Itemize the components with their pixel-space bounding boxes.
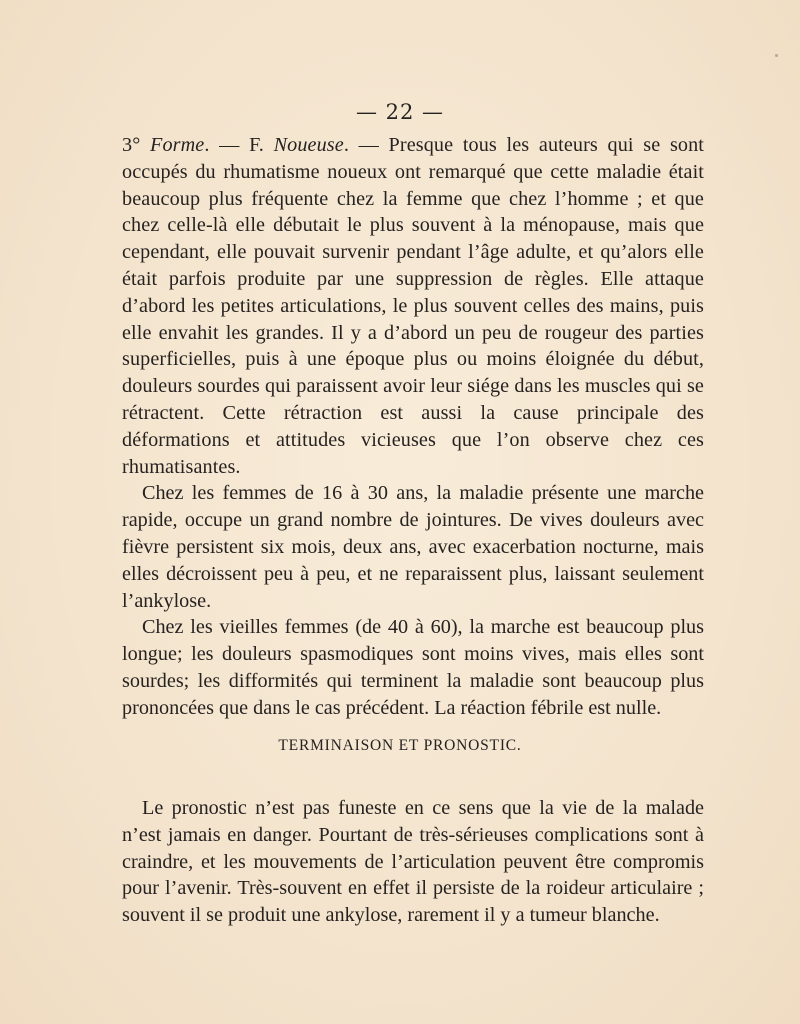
forme-label: Forme (150, 134, 205, 156)
section-heading: TERMINAISON ET PRONOSTIC. (278, 737, 522, 754)
section-number: 3° (122, 134, 151, 156)
main-text-block (122, 132, 704, 722)
paper-speck (775, 54, 778, 57)
noueuse-label: Noueuse (273, 134, 344, 156)
page-number: — 22 — (355, 100, 445, 124)
forme-separator: . — F. (204, 134, 274, 156)
prognosis-text-block (122, 795, 704, 929)
paragraph-women-16-30: Chez les femmes de 16 à 30 ans, la maladie présente une marche rapide, occupe un grand nombre de jointures. De vives douleurs avec fièvre persistent six mois, deux ans, avec exacerbation nocturne, mais elles décroissent peu à peu, et ne reparaissent plus, laissant seulement l’ankylose. (122, 482, 704, 612)
paragraph-1-body: . — Presque tous les auteurs qui se sont occupés du rhumatisme noueux ont remarqué que cette maladie était beaucoup plus fréquente chez la femme que chez l’homme ; et que chez celle-là elle débutait le plus souvent à la ménopause, mais que cependant, elle pouvait survenir pendant l’âge adulte, et qu’alors elle était parfois produite par une suppression de règles. Elle attaque d’abord les petites articulations, le plus souvent celles des mains, puis elle envahit les grandes. Il y a d’abord un peu de rougeur des parties superficielles, puis à une époque plus ou moins éloignée du début, douleurs sourdes qui paraissent avoir leur siége dans les muscles qui se rétractent. Cette rétraction est aussi la cause principale des déformations et attitudes vicieuses que l’on observe chez ces rhumatisantes. (122, 134, 704, 478)
paragraph-forme-noueuse (122, 132, 704, 480)
paragraph-old-women: Chez les vieilles femmes (de 40 à 60), la marche est beaucoup plus longue; les douleurs spasmodiques sont moins vives, mais elles sont sourdes; les difformités qui terminent la maladie sont beaucoup plus prononcées que dans le cas précédent. La réaction fébrile est nulle. (122, 616, 704, 719)
paragraph-prognosis: Le pronostic n’est pas funeste en ce sens que la vie de la malade n’est jamais en danger. Pourtant de très-sérieuses complications sont à craindre, et les mouvements de l’articulation peuvent être compromis pour l’avenir. Très-souvent en effet il persiste de la roideur articulaire ; souvent il se produit une ankylose, rarement il y a tumeur blanche. (122, 797, 704, 927)
